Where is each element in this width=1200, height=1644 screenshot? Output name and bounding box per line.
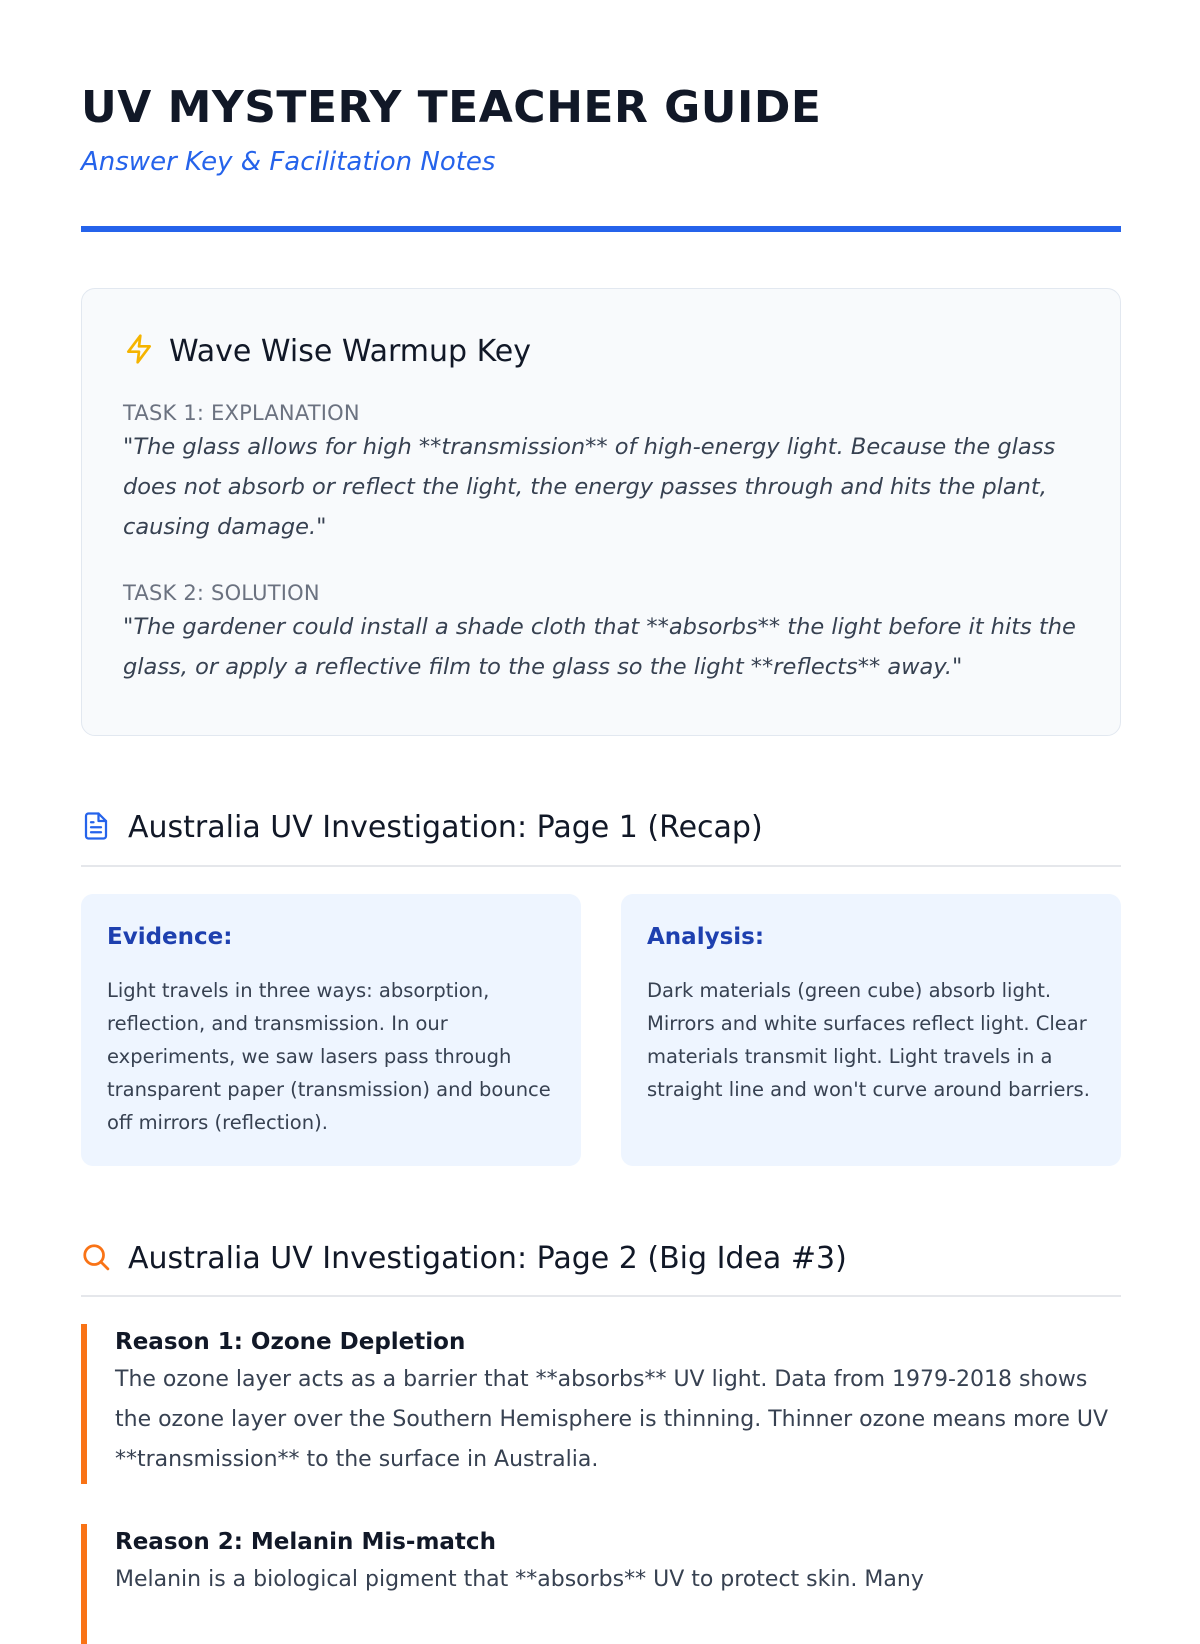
reason-block: [81, 1324, 1121, 1484]
reason-title: Reason 2: Melanin Mis-match: [115, 1529, 496, 1555]
evidence-text: Light travels in three ways: absorption, reflection, and transmission. In our experiments, we saw lasers pass through transparent paper (transmission) and bounce off mirrors (reflection).: [107, 979, 551, 1134]
page1-section-divider: [81, 865, 1121, 867]
analysis-text: Dark materials (green cube) absorb light. Mirrors and white surfaces reflect light. Clear materials transmit light. Light travels in a straight line and won't curve around barriers.: [647, 979, 1090, 1101]
page-title: UV MYSTERY TEACHER GUIDE: [81, 82, 822, 133]
evidence-label: Evidence:: [107, 924, 233, 950]
evidence-box: [81, 894, 581, 1166]
warmup-header: [123, 333, 531, 369]
analysis-label: Analysis:: [647, 924, 765, 950]
warmup-title: Wave Wise Warmup Key: [169, 333, 531, 369]
reason-block: [81, 1524, 1121, 1644]
task-1-text: "The glass allows for high **transmission** of high-energy light. Because the glass does not absorb or reflect the light, the energy passes through and hits the plant, causing damage.": [123, 434, 1056, 540]
search-icon: [81, 1242, 111, 1276]
reason-text: The ozone layer acts as a barrier that **absorbs** UV light. Data from 1979-2018 shows the ozone layer over the Southern Hemisphere is thinning. Thinner ozone means more UV **transmission** to the surface in Australia.: [115, 1367, 1109, 1472]
teacher-guide-page: [81, 0, 1121, 1600]
warmup-key-card: [81, 288, 1121, 736]
page-subtitle: Answer Key & Facilitation Notes: [81, 147, 496, 177]
page1-section-title: Australia UV Investigation: Page 1 (Recap): [128, 810, 763, 845]
task-2-label: TASK 2: SOLUTION: [123, 581, 320, 605]
page2-section-header: [81, 1241, 1121, 1276]
page1-section-header: [81, 810, 1121, 845]
title-divider: [81, 226, 1121, 232]
lightning-icon: [123, 333, 155, 369]
document-icon: [81, 811, 111, 845]
analysis-box: [621, 894, 1121, 1166]
reason-text: Melanin is a biological pigment that **absorbs** UV to protect skin. Many: [115, 1567, 924, 1592]
reason-title: Reason 1: Ozone Depletion: [115, 1329, 466, 1355]
page2-section-divider: [81, 1295, 1121, 1297]
task-1-label: TASK 1: EXPLANATION: [123, 401, 360, 425]
task-2-text: "The gardener could install a shade cloth that **absorbs** the light before it hits the glass, or apply a reflective film to the glass so the light **reflects** away.": [123, 614, 1076, 680]
page2-section-title: Australia UV Investigation: Page 2 (Big Idea #3): [128, 1241, 847, 1276]
